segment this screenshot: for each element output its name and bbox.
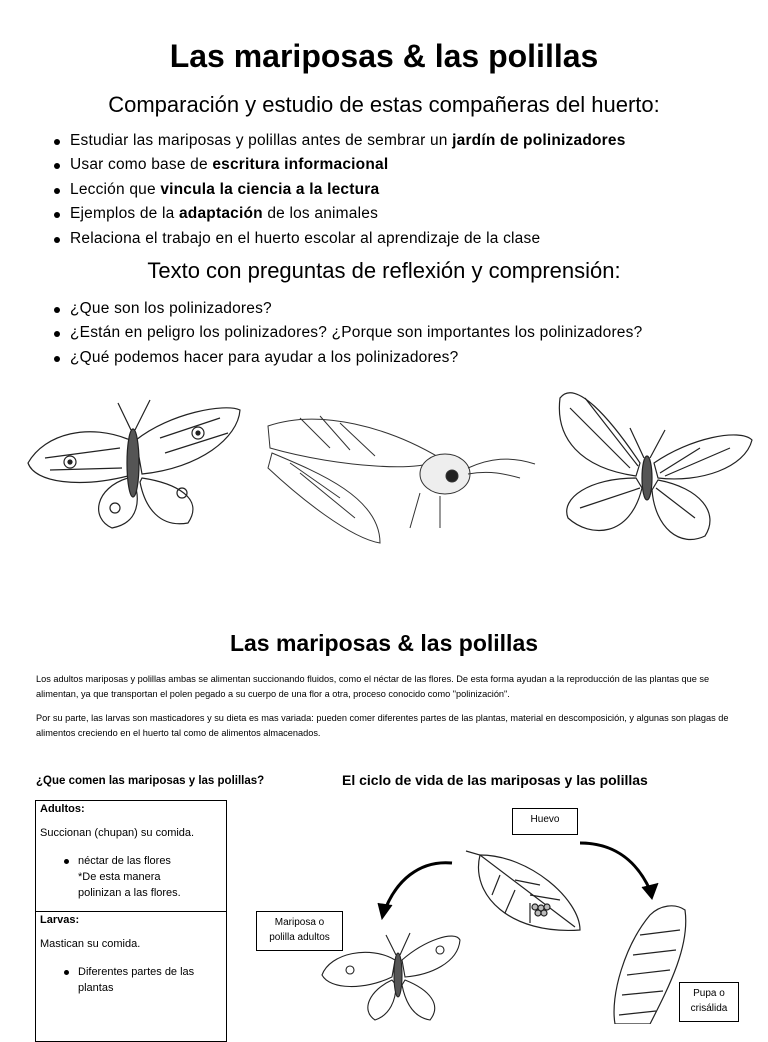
- larvae-heading: Larvas:: [40, 914, 80, 926]
- moth-drawing-left: [28, 400, 240, 528]
- intro-paragraph: Los adultos mariposas y polillas ambas se alimentan succionando fluidos, como el néctar de las flores. De esta forma ayudan a la reproducción de las plantas que se alimentan, ya que transportan el polen pegado a su cuerpo de una flor a otra, proceso conocido como "polinización".: [36, 674, 710, 699]
- page-subtitle: Comparación y estudio de estas compañeras del huerto:: [108, 92, 660, 117]
- butterfly-drawing-right: [559, 393, 752, 540]
- benefit-item: Ejemplos de la adaptación de los animales: [52, 202, 626, 226]
- food-question: ¿Que comen las mariposas y las polillas?: [36, 775, 265, 787]
- life-cycle-title: El ciclo de vida de las mariposas y las polillas: [342, 772, 648, 788]
- benefit-item: Lección que vincula la ciencia a la lectura: [52, 178, 626, 202]
- benefit-item: Estudiar las mariposas y polillas antes de sembrar un jardín de polinizadores: [52, 129, 626, 153]
- leaf-with-eggs-drawing: [466, 851, 580, 930]
- questions-list: [52, 297, 642, 370]
- adults-food-item: néctar de las flores *De esta manera polinizan a las flores.: [40, 853, 222, 901]
- larvae-food-item: Diferentes partes de las plantas: [40, 964, 222, 996]
- questions-heading: Texto con preguntas de reflexión y comprensión:: [147, 258, 621, 283]
- benefit-item: Usar como base de escritura informacional: [52, 153, 626, 177]
- eggs-cluster: [532, 904, 550, 916]
- larvae-paragraph: Por su parte, las larvas son masticadores y su dieta es mas variada: pueden comer diferentes partes de las plantas, material en descomposición, y algunas son plagas de alimentos creciendo en el huerto tal como de alimentos almacenados.: [36, 713, 729, 738]
- page-title: Las mariposas & las polillas: [169, 38, 599, 74]
- adult-label: Mariposa o polilla adultos: [256, 911, 343, 951]
- chrysalis-drawing: [614, 906, 686, 1024]
- pupa-label: Pupa o crisálida: [679, 982, 739, 1022]
- larvae-text: Mastican su comida.: [40, 938, 141, 950]
- moth-drawing-middle: [268, 416, 535, 543]
- adults-heading: Adultos:: [40, 803, 85, 815]
- benefits-list: [52, 129, 626, 251]
- benefit-item: Relaciona el trabajo en el huerto escolar al aprendizaje de la clase: [52, 227, 626, 251]
- larvae-section: [36, 912, 226, 998]
- section-title: Las mariposas & las polillas: [229, 630, 539, 656]
- question-item: ¿Que son los polinizadores?: [52, 297, 642, 321]
- butterflies-illustration: [0, 378, 768, 568]
- adults-text: Succionan (chupan) su comida.: [40, 827, 195, 839]
- question-item: ¿Están en peligro los polinizadores? ¿Porque son importantes los polinizadores?: [52, 321, 642, 345]
- adults-section: [36, 801, 226, 903]
- egg-label: Huevo: [512, 808, 578, 835]
- food-table: [35, 800, 227, 1042]
- question-item: ¿Qué podemos hacer para ayudar a los polinizadores?: [52, 346, 642, 370]
